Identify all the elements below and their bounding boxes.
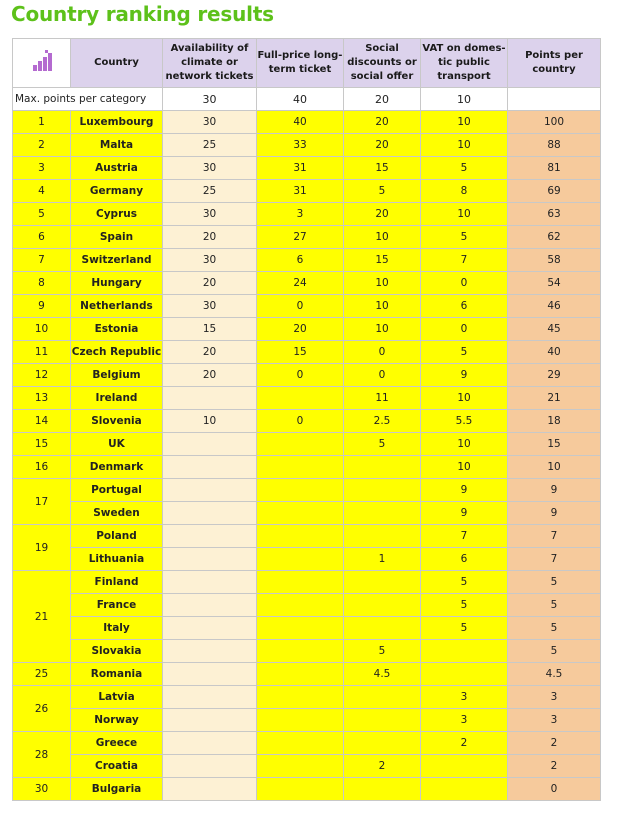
points-cell: 2 xyxy=(508,732,601,755)
vat-cell: 10 xyxy=(421,203,508,226)
country-cell: Austria xyxy=(71,157,163,180)
rank-cell: 14 xyxy=(13,410,71,433)
points-cell: 100 xyxy=(508,111,601,134)
country-cell: Germany xyxy=(71,180,163,203)
points-cell: 40 xyxy=(508,341,601,364)
vat-cell xyxy=(421,663,508,686)
table-row xyxy=(13,157,601,180)
rank-cell: 12 xyxy=(13,364,71,387)
country-cell: Ireland xyxy=(71,387,163,410)
rank-cell: 2 xyxy=(13,134,71,157)
availability-cell: 30 xyxy=(163,203,257,226)
availability-cell xyxy=(163,640,257,663)
table-row xyxy=(13,755,601,778)
rank-cell: 26 xyxy=(13,686,71,732)
full-price-cell: 24 xyxy=(257,272,344,295)
vat-cell: 0 xyxy=(421,318,508,341)
country-cell: Greece xyxy=(71,732,163,755)
table-row xyxy=(13,433,601,456)
country-cell: Lithuania xyxy=(71,548,163,571)
ranking-table xyxy=(12,38,601,801)
availability-cell: 20 xyxy=(163,341,257,364)
social-cell xyxy=(344,709,421,732)
points-cell: 7 xyxy=(508,525,601,548)
points-cell: 9 xyxy=(508,502,601,525)
points-cell: 88 xyxy=(508,134,601,157)
vat-cell: 2 xyxy=(421,732,508,755)
full-price-cell xyxy=(257,640,344,663)
country-cell: Estonia xyxy=(71,318,163,341)
social-cell: 5 xyxy=(344,640,421,663)
full-price-cell xyxy=(257,686,344,709)
max-points xyxy=(508,88,601,111)
availability-cell xyxy=(163,732,257,755)
full-price-cell xyxy=(257,456,344,479)
table-row xyxy=(13,525,601,548)
header-country: Country xyxy=(71,39,163,88)
header-availability: Availability of climate or network tickets xyxy=(163,39,257,88)
table-row xyxy=(13,686,601,709)
social-cell: 5 xyxy=(344,180,421,203)
table-row xyxy=(13,387,601,410)
country-cell: Bulgaria xyxy=(71,778,163,801)
availability-cell: 30 xyxy=(163,157,257,180)
rank-cell: 28 xyxy=(13,732,71,778)
rank-cell: 16 xyxy=(13,456,71,479)
country-cell: Luxembourg xyxy=(71,111,163,134)
vat-cell: 10 xyxy=(421,456,508,479)
social-cell: 5 xyxy=(344,433,421,456)
table-row xyxy=(13,180,601,203)
availability-cell xyxy=(163,709,257,732)
full-price-cell: 15 xyxy=(257,341,344,364)
full-price-cell: 20 xyxy=(257,318,344,341)
full-price-cell xyxy=(257,709,344,732)
vat-cell: 5 xyxy=(421,157,508,180)
availability-cell xyxy=(163,525,257,548)
vat-cell: 3 xyxy=(421,686,508,709)
vat-cell: 5 xyxy=(421,617,508,640)
table-row xyxy=(13,134,601,157)
full-price-cell: 0 xyxy=(257,364,344,387)
header-points: Points per country xyxy=(508,39,601,88)
table-row xyxy=(13,709,601,732)
availability-cell: 20 xyxy=(163,226,257,249)
points-cell: 69 xyxy=(508,180,601,203)
social-cell: 11 xyxy=(344,387,421,410)
header-icon-cell xyxy=(13,39,71,88)
social-cell: 10 xyxy=(344,318,421,341)
table-header-row xyxy=(13,39,601,88)
points-cell: 58 xyxy=(508,249,601,272)
availability-cell: 25 xyxy=(163,134,257,157)
social-cell: 20 xyxy=(344,111,421,134)
availability-cell xyxy=(163,502,257,525)
availability-cell xyxy=(163,548,257,571)
vat-cell: 5.5 xyxy=(421,410,508,433)
availability-cell xyxy=(163,778,257,801)
vat-cell: 3 xyxy=(421,709,508,732)
social-cell: 4.5 xyxy=(344,663,421,686)
table-row xyxy=(13,479,601,502)
full-price-cell xyxy=(257,571,344,594)
vat-cell xyxy=(421,755,508,778)
vat-cell: 0 xyxy=(421,272,508,295)
table-row xyxy=(13,318,601,341)
points-cell: 15 xyxy=(508,433,601,456)
vat-cell xyxy=(421,640,508,663)
rank-cell: 15 xyxy=(13,433,71,456)
points-cell: 5 xyxy=(508,594,601,617)
social-cell xyxy=(344,502,421,525)
full-price-cell xyxy=(257,502,344,525)
availability-cell xyxy=(163,755,257,778)
points-cell: 3 xyxy=(508,709,601,732)
social-cell xyxy=(344,571,421,594)
social-cell: 10 xyxy=(344,226,421,249)
social-cell: 10 xyxy=(344,295,421,318)
full-price-cell xyxy=(257,594,344,617)
country-cell: Switzerland xyxy=(71,249,163,272)
vat-cell: 8 xyxy=(421,180,508,203)
points-cell: 46 xyxy=(508,295,601,318)
availability-cell xyxy=(163,479,257,502)
table-row xyxy=(13,571,601,594)
social-cell: 20 xyxy=(344,203,421,226)
rank-cell: 25 xyxy=(13,663,71,686)
points-cell: 10 xyxy=(508,456,601,479)
header-social: Social discounts or social offer xyxy=(344,39,421,88)
points-cell: 5 xyxy=(508,571,601,594)
rank-cell: 13 xyxy=(13,387,71,410)
social-cell: 1 xyxy=(344,548,421,571)
social-cell: 20 xyxy=(344,134,421,157)
vat-cell: 7 xyxy=(421,525,508,548)
full-price-cell: 0 xyxy=(257,410,344,433)
rank-cell: 19 xyxy=(13,525,71,571)
country-cell: UK xyxy=(71,433,163,456)
full-price-cell xyxy=(257,755,344,778)
country-cell: Czech Republic xyxy=(71,341,163,364)
vat-cell: 5 xyxy=(421,571,508,594)
full-price-cell xyxy=(257,663,344,686)
availability-cell: 10 xyxy=(163,410,257,433)
points-cell: 21 xyxy=(508,387,601,410)
country-cell: Malta xyxy=(71,134,163,157)
full-price-cell xyxy=(257,479,344,502)
max-social: 20 xyxy=(344,88,421,111)
table-row xyxy=(13,594,601,617)
availability-cell xyxy=(163,617,257,640)
social-cell xyxy=(344,617,421,640)
rank-cell: 1 xyxy=(13,111,71,134)
full-price-cell: 33 xyxy=(257,134,344,157)
max-full-price: 40 xyxy=(257,88,344,111)
vat-cell: 10 xyxy=(421,387,508,410)
rank-cell: 10 xyxy=(13,318,71,341)
vat-cell: 7 xyxy=(421,249,508,272)
social-cell: 2.5 xyxy=(344,410,421,433)
social-cell: 0 xyxy=(344,364,421,387)
vat-cell: 5 xyxy=(421,594,508,617)
rank-cell: 5 xyxy=(13,203,71,226)
country-cell: Sweden xyxy=(71,502,163,525)
vat-cell: 9 xyxy=(421,502,508,525)
country-cell: Italy xyxy=(71,617,163,640)
rank-cell: 30 xyxy=(13,778,71,801)
table-row xyxy=(13,341,601,364)
rank-cell: 7 xyxy=(13,249,71,272)
social-cell xyxy=(344,732,421,755)
availability-cell xyxy=(163,571,257,594)
table-row xyxy=(13,410,601,433)
country-cell: Romania xyxy=(71,663,163,686)
country-cell: Latvia xyxy=(71,686,163,709)
full-price-cell: 31 xyxy=(257,180,344,203)
table-row xyxy=(13,456,601,479)
points-cell: 45 xyxy=(508,318,601,341)
country-cell: Spain xyxy=(71,226,163,249)
max-vat: 10 xyxy=(421,88,508,111)
rank-cell: 21 xyxy=(13,571,71,663)
points-cell: 4.5 xyxy=(508,663,601,686)
table-row xyxy=(13,640,601,663)
points-cell: 5 xyxy=(508,640,601,663)
full-price-cell xyxy=(257,387,344,410)
full-price-cell: 6 xyxy=(257,249,344,272)
availability-cell: 30 xyxy=(163,111,257,134)
social-cell: 0 xyxy=(344,341,421,364)
full-price-cell xyxy=(257,525,344,548)
table-row xyxy=(13,295,601,318)
points-cell: 2 xyxy=(508,755,601,778)
full-price-cell: 40 xyxy=(257,111,344,134)
country-cell: Croatia xyxy=(71,755,163,778)
social-cell: 10 xyxy=(344,272,421,295)
country-cell: Finland xyxy=(71,571,163,594)
points-cell: 62 xyxy=(508,226,601,249)
table-row xyxy=(13,364,601,387)
country-cell: Denmark xyxy=(71,456,163,479)
rank-cell: 6 xyxy=(13,226,71,249)
points-cell: 9 xyxy=(508,479,601,502)
points-cell: 5 xyxy=(508,617,601,640)
social-cell xyxy=(344,525,421,548)
bar-chart-icon xyxy=(31,49,53,78)
availability-cell xyxy=(163,456,257,479)
social-cell: 15 xyxy=(344,249,421,272)
rank-cell: 17 xyxy=(13,479,71,525)
availability-cell: 30 xyxy=(163,295,257,318)
full-price-cell xyxy=(257,433,344,456)
country-cell: Norway xyxy=(71,709,163,732)
points-cell: 29 xyxy=(508,364,601,387)
vat-cell: 10 xyxy=(421,433,508,456)
full-price-cell xyxy=(257,732,344,755)
social-cell: 2 xyxy=(344,755,421,778)
country-cell: Belgium xyxy=(71,364,163,387)
max-points-row xyxy=(13,88,601,111)
vat-cell: 9 xyxy=(421,479,508,502)
page-title: Country ranking results xyxy=(11,2,274,26)
vat-cell: 9 xyxy=(421,364,508,387)
availability-cell xyxy=(163,387,257,410)
country-cell: Cyprus xyxy=(71,203,163,226)
table-row xyxy=(13,732,601,755)
full-price-cell xyxy=(257,548,344,571)
table-row xyxy=(13,663,601,686)
country-cell: Hungary xyxy=(71,272,163,295)
points-cell: 81 xyxy=(508,157,601,180)
points-cell: 3 xyxy=(508,686,601,709)
country-cell: Poland xyxy=(71,525,163,548)
table-row xyxy=(13,203,601,226)
country-cell: Slovakia xyxy=(71,640,163,663)
availability-cell: 20 xyxy=(163,272,257,295)
table-row xyxy=(13,111,601,134)
social-cell xyxy=(344,594,421,617)
vat-cell: 10 xyxy=(421,134,508,157)
vat-cell: 6 xyxy=(421,295,508,318)
table-row xyxy=(13,502,601,525)
rank-cell: 3 xyxy=(13,157,71,180)
country-cell: Slovenia xyxy=(71,410,163,433)
full-price-cell: 0 xyxy=(257,295,344,318)
points-cell: 7 xyxy=(508,548,601,571)
availability-cell xyxy=(163,433,257,456)
table-row xyxy=(13,548,601,571)
rank-cell: 11 xyxy=(13,341,71,364)
country-cell: Netherlands xyxy=(71,295,163,318)
header-full-price: Full-price long-term ticket xyxy=(257,39,344,88)
social-cell xyxy=(344,686,421,709)
rank-cell: 9 xyxy=(13,295,71,318)
vat-cell: 5 xyxy=(421,226,508,249)
availability-cell: 25 xyxy=(163,180,257,203)
table-row xyxy=(13,249,601,272)
header-vat: VAT on domes-tic public transport xyxy=(421,39,508,88)
max-points-label: Max. points per category xyxy=(13,88,163,111)
table-row xyxy=(13,226,601,249)
max-availability: 30 xyxy=(163,88,257,111)
full-price-cell: 3 xyxy=(257,203,344,226)
country-cell: Portugal xyxy=(71,479,163,502)
table-row xyxy=(13,778,601,801)
points-cell: 18 xyxy=(508,410,601,433)
availability-cell xyxy=(163,663,257,686)
table-row xyxy=(13,617,601,640)
vat-cell: 6 xyxy=(421,548,508,571)
social-cell: 15 xyxy=(344,157,421,180)
social-cell xyxy=(344,778,421,801)
availability-cell xyxy=(163,686,257,709)
full-price-cell: 27 xyxy=(257,226,344,249)
rank-cell: 4 xyxy=(13,180,71,203)
social-cell xyxy=(344,456,421,479)
points-cell: 54 xyxy=(508,272,601,295)
availability-cell: 30 xyxy=(163,249,257,272)
table-row xyxy=(13,272,601,295)
rank-cell: 8 xyxy=(13,272,71,295)
full-price-cell xyxy=(257,617,344,640)
points-cell: 63 xyxy=(508,203,601,226)
availability-cell: 15 xyxy=(163,318,257,341)
full-price-cell xyxy=(257,778,344,801)
social-cell xyxy=(344,479,421,502)
vat-cell: 10 xyxy=(421,111,508,134)
country-cell: France xyxy=(71,594,163,617)
availability-cell xyxy=(163,594,257,617)
availability-cell: 20 xyxy=(163,364,257,387)
points-cell: 0 xyxy=(508,778,601,801)
vat-cell: 5 xyxy=(421,341,508,364)
vat-cell xyxy=(421,778,508,801)
full-price-cell: 31 xyxy=(257,157,344,180)
